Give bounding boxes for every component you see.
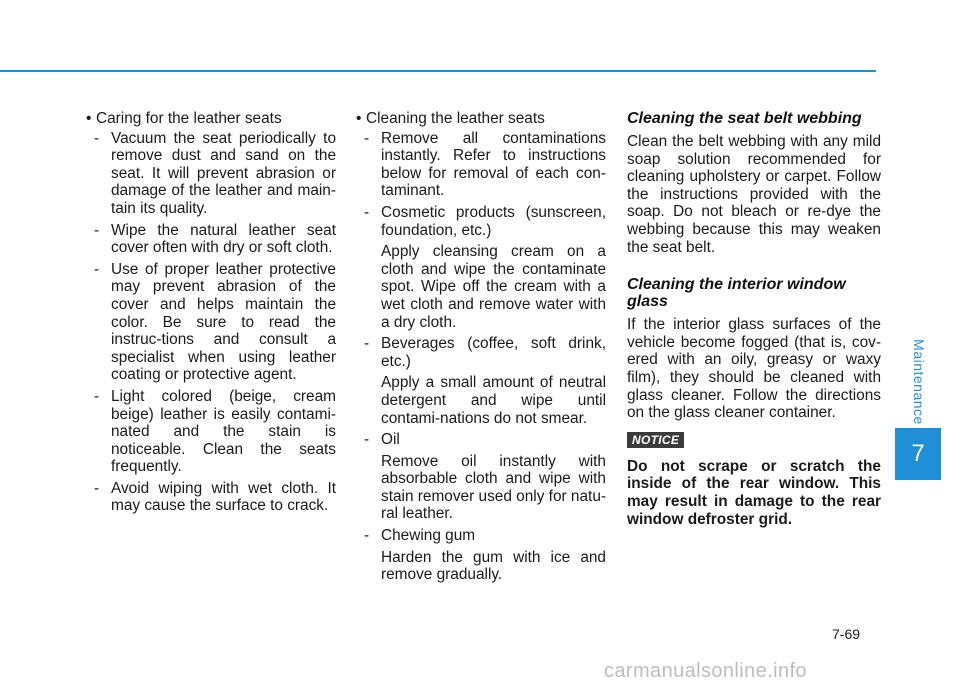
chapter-number-tab: 7: [895, 428, 941, 480]
column-leather-care: [86, 110, 336, 515]
list-item: - Oil Remove oil instantly with absorbable cloth and wipe with stain remover used only for natu-ral leather.: [364, 431, 606, 523]
bullet-heading: [356, 110, 606, 128]
bullet-text: Caring for the leather seats: [96, 110, 282, 127]
list-item: - Vacuum the seat periodically to remove dust and sand on the seat. It will prevent abrasion or damage of the leather and main-tain its quality.: [94, 129, 336, 217]
paragraph: Clean the belt webbing with any mild soap solution recommended for cleaning upholstery or carpet. Follow the instructions provided with the soap. Do not bleach or re-dye the webbing because this may weaken the seat belt.: [627, 133, 881, 256]
top-rule: [0, 70, 876, 72]
list-item: - Avoid wiping with wet cloth. It may cause the surface to crack.: [94, 479, 336, 515]
bullet-dot: •: [356, 110, 362, 127]
paragraph: If the interior glass surfaces of the vehicle become fogged (that is, cov-ered with an oily, greasy or waxy film), they should be cleaned with glass cleaner. Follow the directions on the glass cleaner container.: [627, 316, 881, 422]
list-item: - Use of proper leather protective may prevent abrasion of the cover and helps maintain the color. Be sure to read the instruc-tions and consult a specialist when using leather coating or protective agent.: [94, 260, 336, 384]
list-item: - Cosmetic products (sunscreen, foundation, etc.) Apply cleansing cream on a cloth and wipe the contaminate spot. Wipe off the cream with a wet cloth and remove water with a dry cloth.: [364, 203, 606, 331]
list-item: - Light colored (beige, cream beige) leather is easily contami-nated and the stain is noticeable. Clean the seats frequently.: [94, 387, 336, 476]
list-item: - Beverages (coffee, soft drink, etc.) Apply a small amount of neutral detergent and wipe until contami-nations do not smear.: [364, 335, 606, 427]
page-number: 7-69: [832, 626, 861, 642]
list-item: - Wipe the natural leather seat cover often with dry or soft cloth.: [94, 221, 336, 257]
list-item: - Remove all contaminations instantly. Refer to instructions below for removal of each con-taminant.: [364, 129, 606, 200]
watermark: carmanualsonline.info: [604, 660, 807, 682]
notice-badge: NOTICE: [627, 432, 684, 448]
list-item: - Chewing gum Harden the gum with ice and remove gradually.: [364, 527, 606, 584]
bullet-dot: •: [86, 110, 92, 127]
bullet-heading: [86, 110, 336, 128]
column-belt-and-glass: [627, 110, 881, 528]
chapter-label: Maintenance: [911, 339, 927, 425]
section-heading: Cleaning the seat belt webbing: [627, 110, 862, 127]
section-heading: Cleaning the interior window glass: [627, 276, 846, 311]
column-leather-cleaning: [356, 110, 606, 584]
bullet-text: Cleaning the leather seats: [366, 110, 545, 127]
notice-text: Do not scrape or scratch the inside of the rear window. This may result in damage to the rear window defroster grid.: [627, 457, 881, 528]
